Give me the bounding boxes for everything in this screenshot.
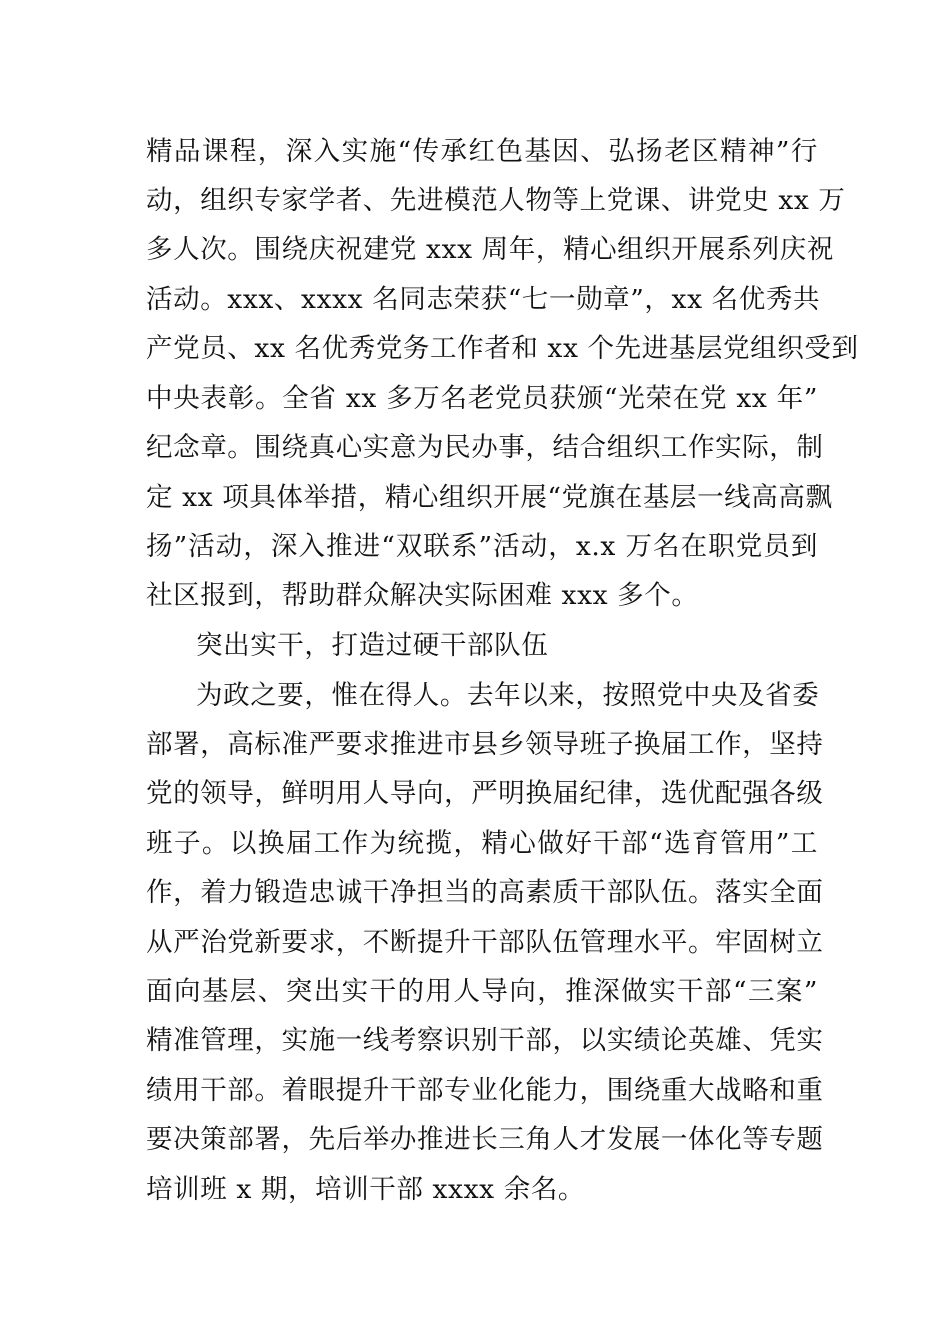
paragraph-2-line-1: 为政之要，惟在得人。去年以来，按照党中央及省委 [196, 680, 820, 711]
paragraph-2-line-3: 党的领导，鲜明用人导向，严明换届纪律，选优配强各级 [146, 778, 824, 809]
paragraph-1-line-6: 中央表彰。全省 xx 多万名老党员获颁“光荣在党 xx 年” [146, 383, 818, 414]
paragraph-2-line-10: 要决策部署，先后举办推进长三角人才发展一体化等专题 [146, 1124, 824, 1155]
paragraph-2-line-7: 面向基层、突出实干的用人导向，推深做实干部“三案” [146, 976, 818, 1007]
paragraph-1-line-7: 纪念章。围绕真心实意为民办事，结合组织工作实际，制 [146, 432, 824, 463]
paragraph-2-line-8: 精准管理，实施一线考察识别干部，以实绩论英雄、凭实 [146, 1025, 824, 1056]
section-heading: 突出实干，打造过硬干部队伍 [196, 630, 549, 661]
paragraph-2-line-2: 部署，高标准严要求推进市县乡领导班子换届工作，坚持 [146, 729, 824, 760]
paragraph-1-line-10: 社区报到，帮助群众解决实际困难 xxx 多个。 [146, 580, 699, 611]
paragraph-2-line-6: 从严治党新要求，不断提升干部队伍管理水平。牢固树立 [146, 927, 824, 958]
paragraph-1-line-5: 产党员、xx 名优秀党务工作者和 xx 个先进基层党组织受到 [146, 333, 859, 364]
paragraph-2-line-4: 班子。以换届工作为统揽，精心做好干部“选育管用”工 [146, 828, 818, 859]
paragraph-1-line-4: 活动。xxx、xxxx 名同志荣获“七一勋章”，xx 名优秀共 [146, 284, 821, 315]
paragraph-1-line-2: 动，组织专家学者、先进模范人物等上党课、讲党史 xx 万 [146, 185, 846, 216]
paragraph-1-line-3: 多人次。围绕庆祝建党 xxx 周年，精心组织开展系列庆祝 [146, 234, 834, 265]
paragraph-1-line-8: 定 xx 项具体举措，精心组织开展“党旗在基层一线高高飘 [146, 482, 833, 513]
paragraph-2-line-9: 绩用干部。着眼提升干部专业化能力，围绕重大战略和重 [146, 1075, 824, 1106]
paragraph-1-line-1: 精品课程，深入实施“传承红色基因、弘扬老区精神”行 [146, 136, 818, 167]
paragraph-2-line-11: 培训班 x 期，培训干部 xxxx 余名。 [146, 1174, 586, 1205]
paragraph-2-line-5: 作，着力锻造忠诚干净担当的高素质干部队伍。落实全面 [146, 877, 824, 908]
paragraph-1-line-9: 扬”活动，深入推进“双联系”活动，x.x 万名在职党员到 [146, 531, 818, 562]
